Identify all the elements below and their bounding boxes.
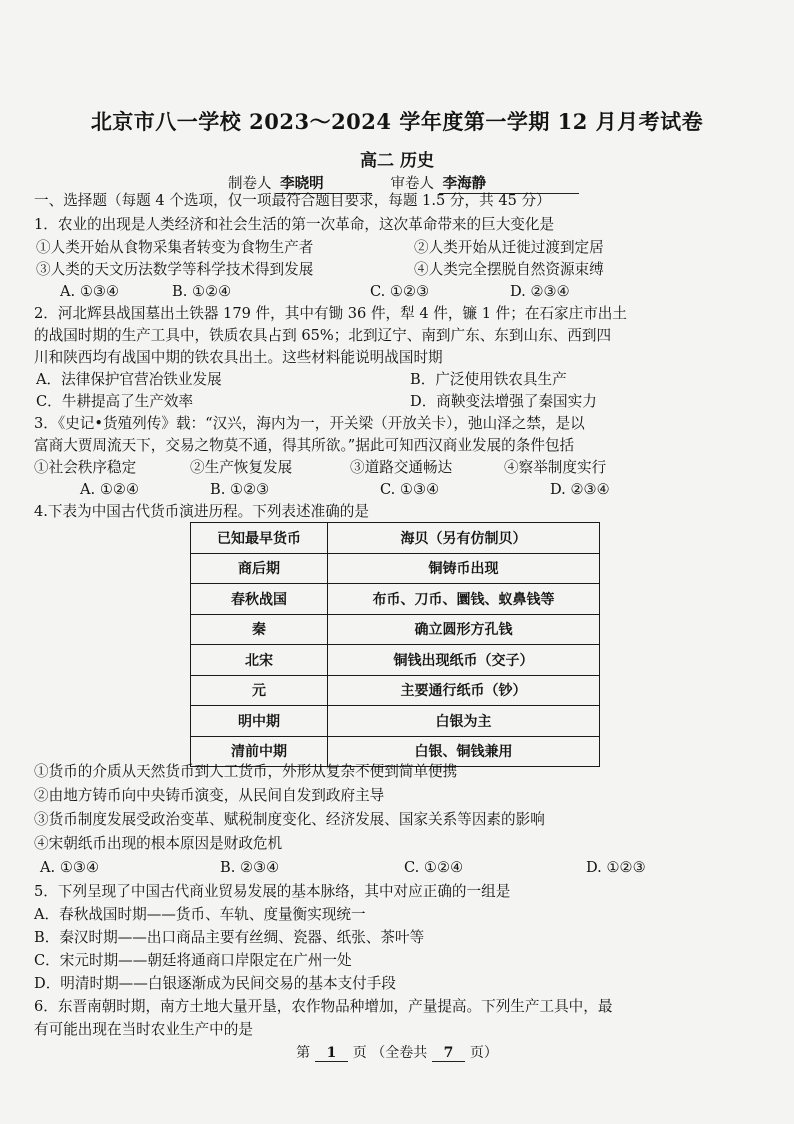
q2-option-d: D．商鞅变法增强了秦国实力 (410, 393, 597, 410)
table-cell-desc: 铜钱出现纸币（交子） (328, 645, 600, 676)
table-cell-period: 明中期 (191, 706, 328, 737)
q5-stem: 5．下列呈现了中国古代商业贸易发展的基本脉络，其中对应正确的一组是 (34, 883, 511, 900)
q6-stem-2: 有可能出现在当时农业生产中的是 (34, 1021, 253, 1038)
q5-option-c: C．宋元时期——朝廷将通商口岸限定在广州一处 (34, 952, 352, 969)
q2-option-b: B．广泛使用铁农具生产 (410, 371, 567, 388)
table-cell-desc: 白银为主 (328, 706, 600, 737)
table-cell-desc: 白银、铜钱兼用 (328, 736, 600, 767)
footer-page-number: 1 (315, 1045, 349, 1062)
reviewer-name: 李海静 (439, 172, 579, 194)
q1-option-d: D. ②③④ (510, 283, 570, 300)
q3-stem-1: 3．《史记•货殖列传》载：“汉兴，海内为一，开关梁（开放关卡），弛山泽之禁，是以 (34, 415, 585, 432)
table-row (191, 584, 600, 615)
q3-statement-3: ③道路交通畅达 (350, 459, 453, 476)
q3-statement-2: ②生产恢复发展 (190, 459, 293, 476)
table-row (191, 614, 600, 645)
q1-statement-3: ③人类的天文历法数学等科学技术得到发展 (36, 261, 314, 278)
table-row (191, 706, 600, 737)
q3-option-a: A. ①②④ (80, 481, 140, 498)
table-cell-desc: 确立圆形方孔钱 (328, 614, 600, 645)
table-cell-desc: 海贝（另有仿制贝） (328, 523, 600, 554)
q3-option-c: C. ①③④ (380, 481, 440, 498)
q1-option-c: C. ①②③ (370, 283, 430, 300)
page-footer (0, 1042, 794, 1062)
q1-option-a: A. ①③④ (60, 283, 120, 300)
exam-title: 北京市八一学校 2023～2024 学年度第一学期 12 月月考试卷 (90, 109, 704, 134)
table-cell-period: 秦 (191, 614, 328, 645)
table-cell-desc: 铜铸币出现 (328, 553, 600, 584)
q4-option-a: A. ①③④ (40, 859, 100, 876)
footer-suffix: 页） (469, 1045, 498, 1061)
table-cell-period: 春秋战国 (191, 584, 328, 615)
q4-statement-3: ③货币制度发展受政治变革、赋税制度变化、经济发展、国家关系等因素的影响 (34, 811, 545, 828)
table-cell-period: 元 (191, 675, 328, 706)
q3-statement-1: ①社会秩序稳定 (34, 459, 137, 476)
table-cell-period: 北宋 (191, 645, 328, 676)
table-row (191, 675, 600, 706)
table-cell-desc: 布币、刀币、圜钱、蚁鼻钱等 (328, 584, 600, 615)
q2-stem-2: 的战国时期的生产工具中，铁质农具占到 65%；北到辽宁、南到广东、东到山东、西到四 (34, 327, 612, 344)
q3-statement-4: ④察举制度实行 (504, 459, 607, 476)
q4-option-c: C. ①②④ (404, 859, 464, 876)
subject-title: 高二 历史 (360, 151, 434, 171)
currency-table (190, 522, 600, 767)
footer-prefix: 第 (296, 1045, 311, 1061)
footer-mid: 页 （全卷共 (352, 1045, 428, 1061)
table-cell-desc: 主要通行纸币（钞） (328, 675, 600, 706)
q4-statement-2: ②由地方铸币向中央铸币演变，从民间自发到政府主导 (34, 787, 385, 804)
section-heading: 一、选择题（每题 4 个选项，仅一项最符合题目要求，每题 1.5 分，共 45 分） (34, 192, 551, 209)
q4-statement-4: ④宋朝纸币出现的根本原因是财政危机 (34, 835, 283, 852)
q6-stem-1: 6．东晋南朝时期，南方土地大量开垦，农作物品种增加，产量提高。下列生产工具中，最 (34, 998, 613, 1015)
q5-option-d: D．明清时期——白银逐渐成为民间交易的基本支付手段 (34, 975, 396, 992)
table-row (191, 553, 600, 584)
maker-label: 制卷人 (228, 176, 272, 192)
q2-option-a: A．法律保护官营冶铁业发展 (36, 371, 222, 388)
table-cell-period: 清前中期 (191, 736, 328, 767)
q4-option-d: D. ①②③ (586, 859, 646, 876)
q3-option-d: D. ②③④ (550, 481, 610, 498)
q1-option-b: B. ①②④ (172, 283, 232, 300)
q1-statement-4: ④人类完全摆脱自然资源束缚 (414, 261, 604, 278)
q4-statement-1: ①货币的介质从天然货币到人工货币，外形从复杂不便到简单便携 (34, 763, 458, 780)
q3-option-b: B. ①②③ (210, 481, 270, 498)
table-cell-period: 商后期 (191, 553, 328, 584)
q1-statement-1: ①人类开始从食物采集者转变为食物生产者 (36, 239, 314, 256)
q5-option-a: A．春秋战国时期——货币、车轨、度量衡实现统一 (34, 906, 366, 923)
q1-stem: 1．农业的出现是人类经济和社会生活的第一次革命，这次革命带来的巨大变化是 (34, 216, 555, 233)
q4-stem: 4.下表为中国古代货币演进历程。下列表述准确的是 (34, 503, 369, 520)
q2-stem-3: 川和陕西均有战国中期的铁农具出土。这些材料能说明战国时期 (34, 349, 443, 366)
q4-option-b: B. ②③④ (220, 859, 280, 876)
footer-total-pages: 7 (432, 1045, 466, 1062)
q1-statement-2: ②人类开始从迁徙过渡到定居 (414, 239, 604, 256)
table-row (191, 645, 600, 676)
q2-stem-1: 2．河北辉县战国墓出土铁器 179 件，其中有锄 36 件，犁 4 件，镰 1 件；在石家庄市出土 (34, 305, 627, 322)
q2-option-c: C．牛耕提高了生产效率 (36, 393, 194, 410)
table-cell-period: 已知最早货币 (191, 523, 328, 554)
q5-option-b: B．秦汉时期——出口商品主要有丝绸、瓷器、纸张、茶叶等 (34, 929, 425, 946)
q3-stem-2: 富商大贾周流天下，交易之物莫不通，得其所欲。”据此可知西汉商业发展的条件包括 (34, 437, 575, 454)
reviewer-label: 审卷人 (390, 176, 435, 192)
maker-name: 李晓明 (276, 172, 372, 194)
table-row (191, 523, 600, 554)
